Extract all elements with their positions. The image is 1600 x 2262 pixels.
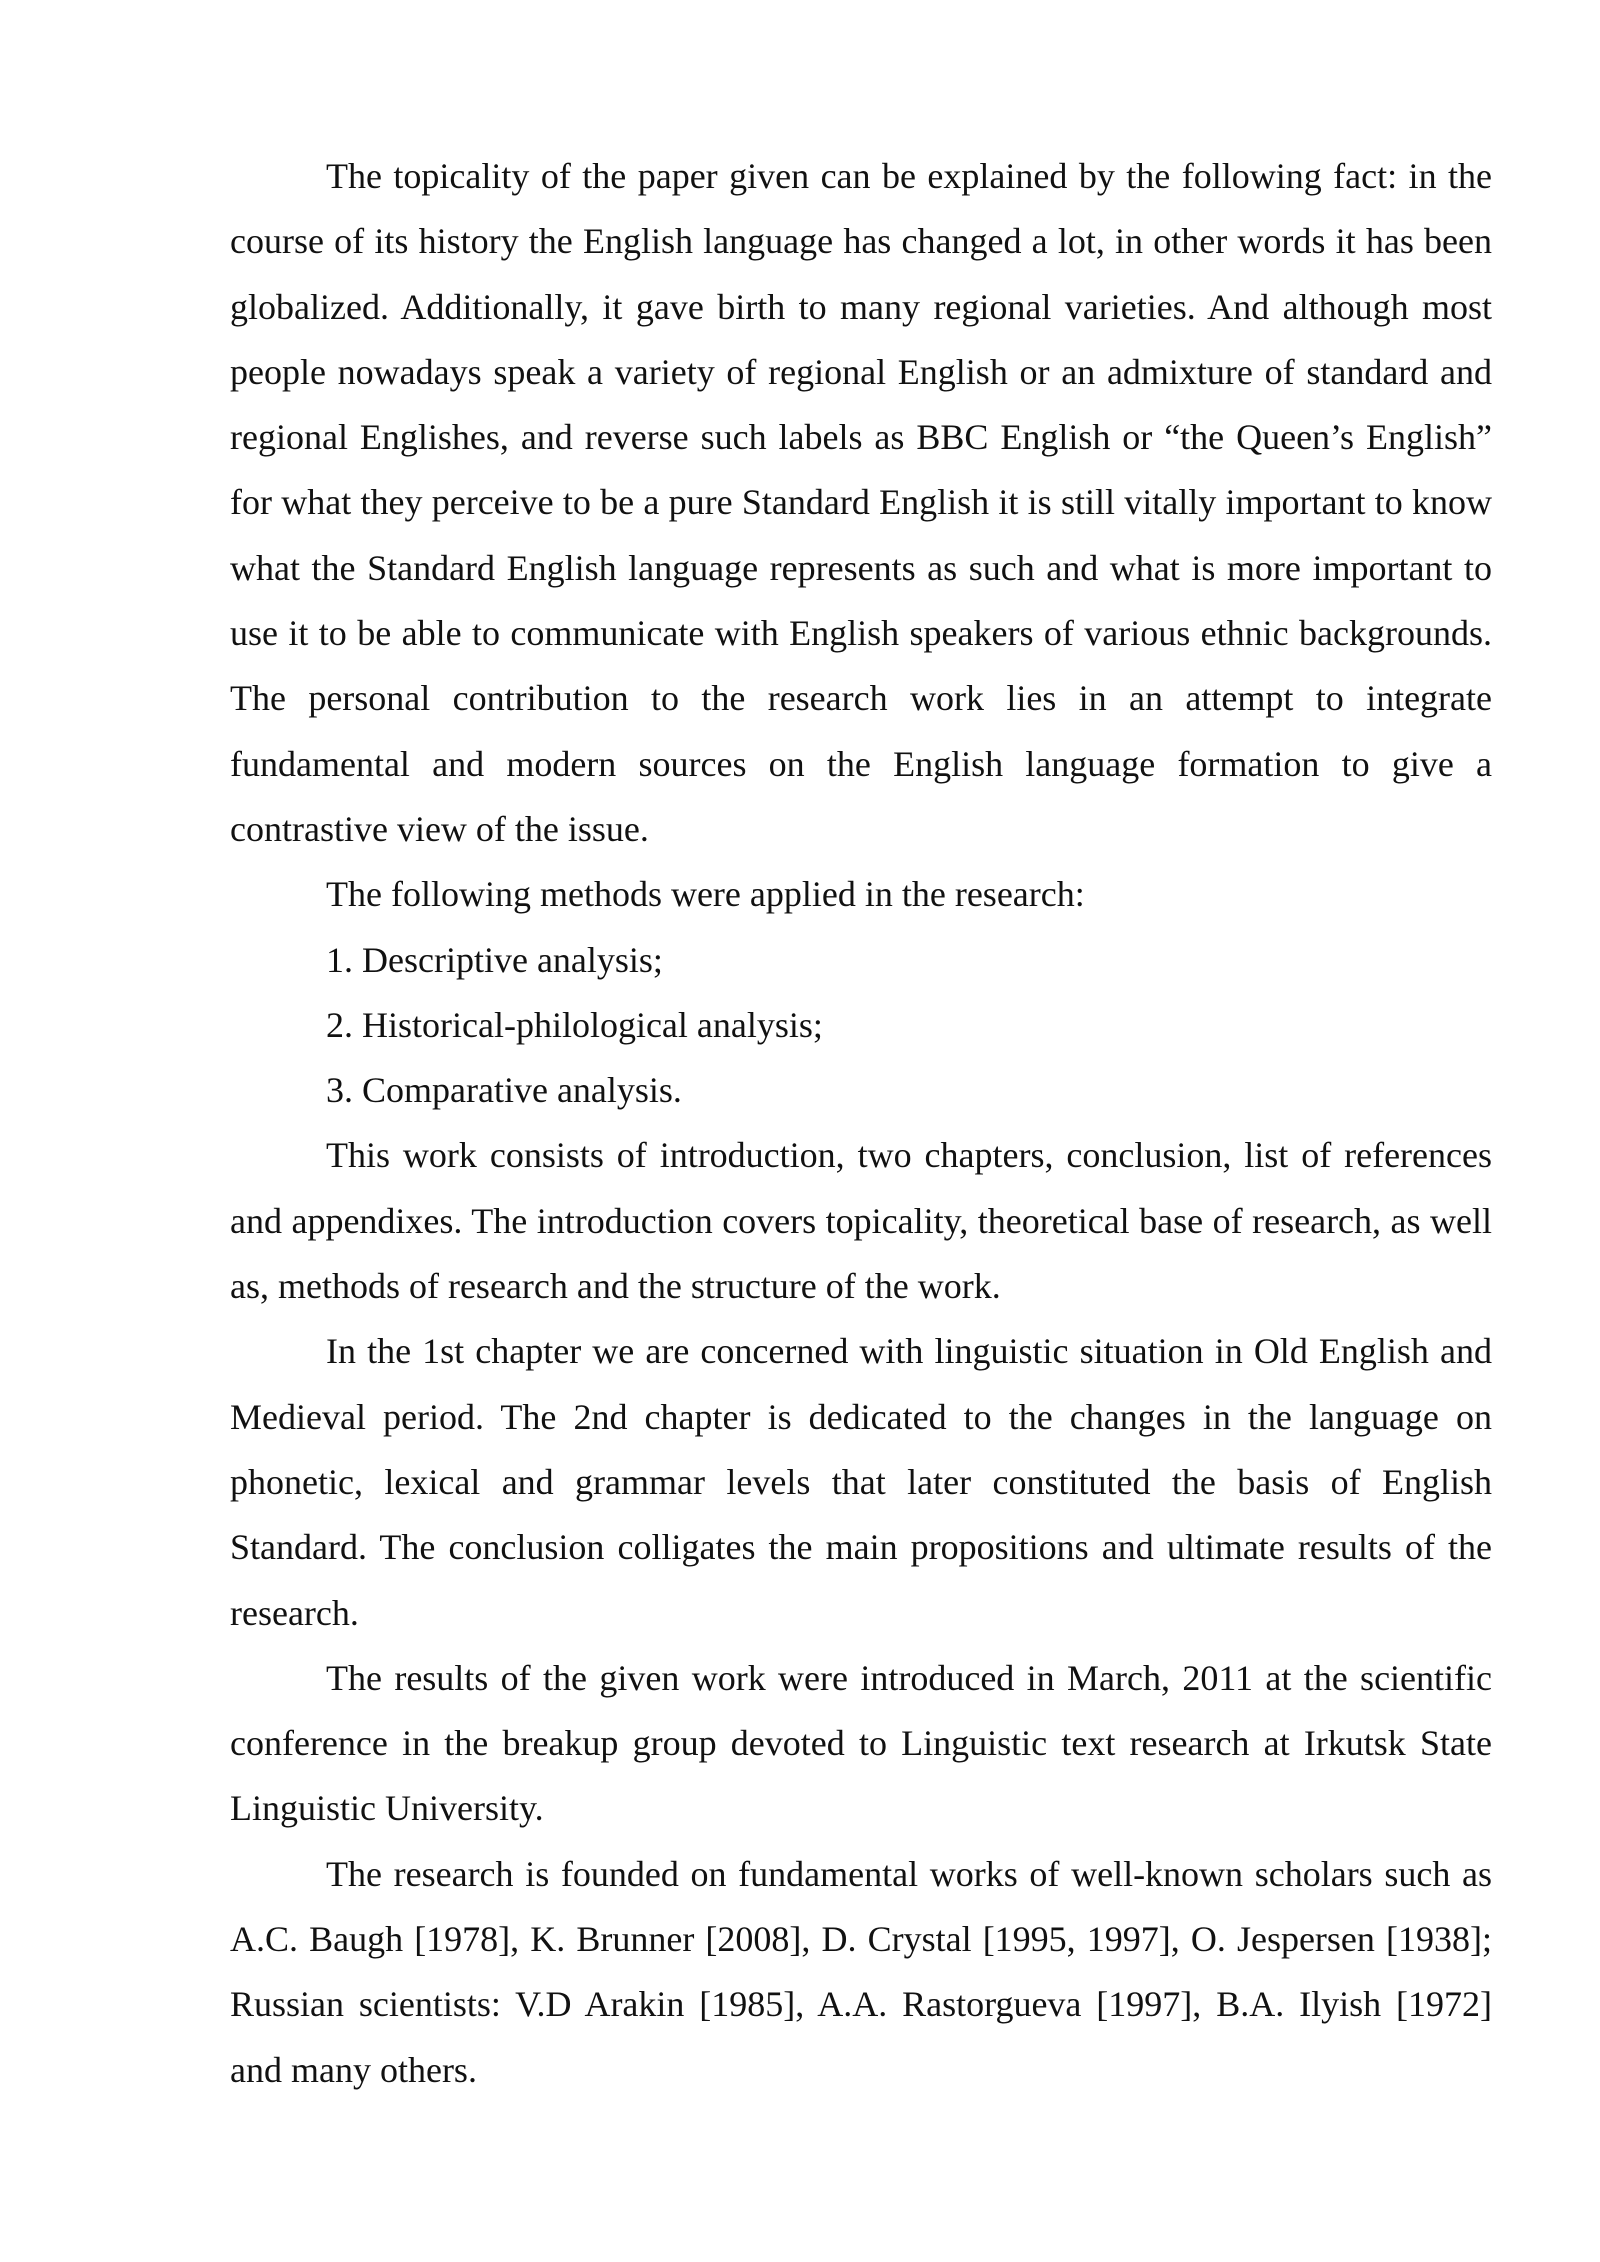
document-body	[230, 144, 1492, 2103]
paragraph-references: The research is founded on fundamental works of well-known scholars such as A.C. Baugh [1978], K. Brunner [2008], D. Crystal [1995, 1997], O. Jespersen [1938]; Russian scientists: V.D Arakin [1985], A.A. Rastorgueva [1997], B.A. Ilyish [1972] and many others.	[230, 1853, 1492, 2090]
paragraph-topicality: The topicality of the paper given can be explained by the following fact: in the course of its history the English language has changed a lot, in other words it has been globalized. Additionally, it gave birth to many regional varieties. And although most people nowadays speak a variety of regional English or an admixture of standard and regional Englishes, and reverse such labels as BBC English or “the Queen’s English” for what they perceive to be a pure Standard English it is still vitally important to know what the Standard English language represents as such and what is more important to use it to be able to communicate with English speakers of various ethnic backgrounds. The personal contribution to the research work lies in an attempt to integrate fundamental and modern sources on the English language formation to give a contrastive view of the issue.	[230, 156, 1492, 849]
paragraph-results: The results of the given work were introduced in March, 2011 at the scientific conference in the breakup group devoted to Linguistic text research at Irkutsk State Linguistic University.	[230, 1657, 1492, 1829]
list-item-historical-philological-analysis: 2. Historical-philological analysis;	[326, 1004, 823, 1045]
list-item-descriptive-analysis: 1. Descriptive analysis;	[326, 939, 663, 980]
paragraph-structure: This work consists of introduction, two chapters, conclusion, list of references and appendixes. The introduction covers topicality, theoretical base of research, as well as, methods of research and the structure of the work.	[230, 1135, 1492, 1307]
list-item-comparative-analysis: 3. Comparative analysis.	[326, 1070, 682, 1111]
paragraph-chapters: In the 1st chapter we are concerned with linguistic situation in Old English and Medieval period. The 2nd chapter is dedicated to the changes in the language on phonetic, lexical and grammar levels that later constituted the basis of English Standard. The conclusion colligates the main propositions and ultimate results of the research.	[230, 1331, 1492, 1633]
paragraph-methods-intro: The following methods were applied in the research:	[326, 874, 1085, 915]
